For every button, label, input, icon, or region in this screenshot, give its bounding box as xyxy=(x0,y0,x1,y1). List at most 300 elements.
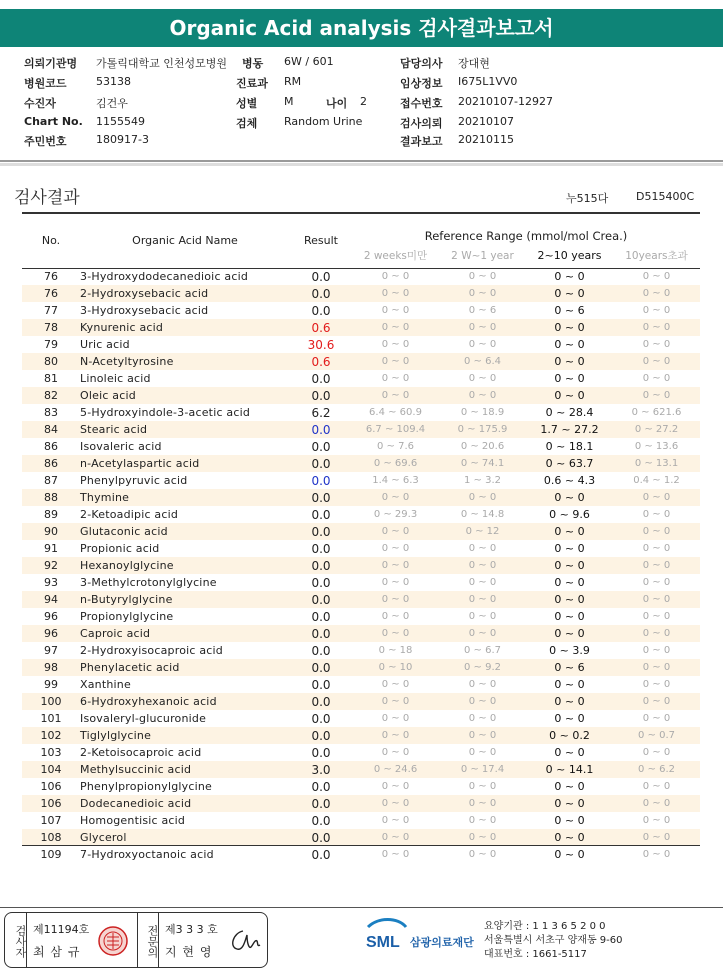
result-value: 0.0 xyxy=(311,541,331,556)
table-row xyxy=(22,506,700,523)
row-number: 98 xyxy=(22,659,80,676)
reference-range: 0 ~ 0 xyxy=(381,543,410,554)
acid-name: 2-Ketoisocaproic acid xyxy=(80,746,202,759)
info-label: 검사의뢰 xyxy=(400,117,443,130)
result-value: 0.0 xyxy=(311,779,331,794)
reference-range: 0 ~ 18.1 xyxy=(545,440,594,453)
reference-range: 0.6 ~ 4.3 xyxy=(543,474,596,487)
row-number: 92 xyxy=(22,557,80,574)
col-range-over10: 10years초과 xyxy=(625,250,688,262)
reference-range: 0 ~ 0 xyxy=(439,829,526,846)
row-number: 88 xyxy=(22,489,80,506)
reference-range: 0 ~ 0 xyxy=(352,625,439,642)
result-value: 30.6 xyxy=(307,337,335,352)
reference-range: 0 ~ 0 xyxy=(439,319,526,336)
table-row xyxy=(22,455,700,472)
row-number: 83 xyxy=(44,406,58,419)
reference-range: 0 ~ 0 xyxy=(526,795,613,812)
reference-range: 0 ~ 0 xyxy=(439,285,526,302)
reference-range: 0 ~ 0 xyxy=(381,271,410,283)
signature-box xyxy=(4,912,268,968)
info-label: 수진자 xyxy=(24,97,56,110)
reference-range: 0 ~ 0 xyxy=(381,611,410,622)
row-number: 89 xyxy=(44,508,58,521)
sml-logo-text: SML xyxy=(366,934,400,951)
acid-name: Tiglylglycine xyxy=(80,727,290,744)
info-value: I675L1VV0 xyxy=(458,75,518,88)
acid-name: 2-Hydroxysebacic acid xyxy=(80,285,290,302)
org-name: 삼광의료재단 xyxy=(410,936,474,949)
col-range-2weeks: 2 weeks미만 xyxy=(363,250,428,262)
reference-range: 0 ~ 0 xyxy=(554,814,585,827)
reference-range: 0 ~ 0 xyxy=(468,271,497,283)
report-code: 누515다 xyxy=(566,192,609,205)
reference-range: 0 ~ 0 xyxy=(352,387,439,404)
acid-name: Stearic acid xyxy=(80,421,290,438)
reference-range: 1.7 ~ 27.2 xyxy=(526,421,613,438)
reference-range: 0 ~ 0 xyxy=(642,509,671,520)
row-number: 76 xyxy=(44,270,58,284)
info-value: Random Urine xyxy=(284,115,363,128)
table-row xyxy=(22,727,700,744)
reference-range: 0 ~ 0 xyxy=(381,849,410,860)
row-number: 84 xyxy=(22,421,80,438)
acid-name: Glycerol xyxy=(80,829,290,846)
table-row xyxy=(22,693,700,710)
tester-label: 검사자 xyxy=(5,913,27,967)
reference-range: 0 ~ 0 xyxy=(526,387,613,404)
reference-range: 0 ~ 0 xyxy=(642,645,671,656)
reference-range: 0 ~ 0 xyxy=(381,815,410,826)
reference-range: 0 ~ 0 xyxy=(613,353,700,370)
row-number: 100 xyxy=(22,693,80,710)
result-value: 0.0 xyxy=(311,439,331,454)
result-value: 0.0 xyxy=(290,659,352,676)
reference-range: 0 ~ 0 xyxy=(526,285,613,302)
acid-name: Thymine xyxy=(80,489,290,506)
reference-range: 0 ~ 6 xyxy=(526,659,613,676)
acid-name: n-Acetylaspartic acid xyxy=(80,455,290,472)
info-value: 6W / 601 xyxy=(284,55,334,68)
reference-range: 0 ~ 0 xyxy=(352,489,439,506)
row-number: 91 xyxy=(44,542,58,555)
info-label: 임상정보 xyxy=(400,77,443,90)
confirmer-license: 제3 3 3 호 xyxy=(165,923,218,936)
row-number: 96 xyxy=(44,610,58,623)
table-top-rule xyxy=(22,212,700,214)
reference-range: 0 ~ 0 xyxy=(381,781,410,792)
result-value: 0.0 xyxy=(290,625,352,642)
reference-range: 0 ~ 14.1 xyxy=(526,761,613,778)
col-range-1year: 2 W~1 year xyxy=(451,249,514,262)
reference-range: 0 ~ 13.6 xyxy=(634,441,679,452)
result-value: 0.0 xyxy=(290,727,352,744)
row-number: 81 xyxy=(44,372,58,385)
col-no: No. xyxy=(41,234,61,247)
reference-range: 0 ~ 0 xyxy=(554,712,585,725)
result-value: 0.0 xyxy=(290,829,352,846)
age-value: 2 xyxy=(360,95,367,108)
reference-range: 0 ~ 0 xyxy=(439,795,526,812)
result-value: 0.0 xyxy=(311,371,331,386)
results-body xyxy=(22,268,700,863)
org-line: 서울특별시 서초구 양재동 9-60 xyxy=(484,935,623,946)
reference-range: 0 ~ 0 xyxy=(642,271,671,283)
table-row xyxy=(22,676,700,693)
info-label: 병동 xyxy=(242,57,264,70)
reference-range: 0 ~ 0 xyxy=(352,727,439,744)
reference-range: 0 ~ 0 xyxy=(613,795,700,812)
reference-range: 0 ~ 0 xyxy=(642,339,671,350)
table-row xyxy=(22,812,700,829)
reference-range: 0 ~ 0 xyxy=(554,338,585,351)
reference-range: 0 ~ 0 xyxy=(468,815,497,826)
reference-range: 0 ~ 6.7 xyxy=(463,645,501,656)
row-number: 108 xyxy=(22,829,80,846)
reference-range: 0 ~ 0 xyxy=(352,693,439,710)
reference-range: 0 ~ 0 xyxy=(642,849,671,860)
table-row xyxy=(22,540,700,557)
table-row xyxy=(22,778,700,795)
acid-name: 7-Hydroxyoctanoic acid xyxy=(80,848,214,861)
result-value: 0.0 xyxy=(290,387,352,404)
reference-range: 0 ~ 74.1 xyxy=(439,455,526,472)
col-reference-range: Reference Range (mmol/mol Crea.) xyxy=(424,229,628,243)
reference-range: 0 ~ 0.7 xyxy=(613,727,700,744)
reference-range: 0 ~ 0 xyxy=(352,557,439,574)
info-value: 180917-3 xyxy=(96,133,149,146)
row-number: 99 xyxy=(44,678,58,691)
reference-range: 0 ~ 0 xyxy=(642,781,671,792)
table-row xyxy=(22,591,700,608)
reference-range: 0 ~ 0 xyxy=(439,489,526,506)
reference-range: 0 ~ 0 xyxy=(468,849,497,860)
reference-range: 0 ~ 0 xyxy=(381,373,410,384)
row-number: 90 xyxy=(22,523,80,540)
reference-range: 0 ~ 0 xyxy=(352,319,439,336)
acid-name: 3-Hydroxysebacic acid xyxy=(80,304,209,317)
reference-range: 0 ~ 0 xyxy=(381,305,410,316)
acid-name: Phenylacetic acid xyxy=(80,659,290,676)
info-label: 진료과 xyxy=(236,77,268,90)
org-line: 대표번호 : 1661-5117 xyxy=(484,949,587,960)
acid-name: 2-Hydroxyisocaproic acid xyxy=(80,644,223,657)
reference-range: 0 ~ 0 xyxy=(352,285,439,302)
reference-range: 0 ~ 0 xyxy=(613,693,700,710)
row-number: 102 xyxy=(22,727,80,744)
reference-range: 0 ~ 18.9 xyxy=(460,407,505,418)
reference-range: 0 ~ 0 xyxy=(526,591,613,608)
row-number: 96 xyxy=(22,625,80,642)
reference-range: 0 ~ 0 xyxy=(468,679,497,690)
result-value: 0.6 xyxy=(290,319,352,336)
info-value: 김건우 xyxy=(96,97,128,110)
tester-name: 최 삼 규 xyxy=(33,945,81,959)
row-number: 86 xyxy=(44,440,58,453)
section-title: 검사결과 xyxy=(14,188,80,208)
reference-range: 0 ~ 28.4 xyxy=(545,406,594,419)
reference-range: 0 ~ 0 xyxy=(526,693,613,710)
table-row xyxy=(22,353,700,370)
reference-range: 0 ~ 0 xyxy=(554,542,585,555)
acid-name: Uric acid xyxy=(80,338,130,351)
reference-range: 0 ~ 0 xyxy=(613,387,700,404)
info-label: 접수번호 xyxy=(400,97,443,110)
row-number: 104 xyxy=(22,761,80,778)
reference-range: 0 ~ 0 xyxy=(554,372,585,385)
acid-name: Isovaleric acid xyxy=(80,440,162,453)
reference-range: 0 ~ 0 xyxy=(381,747,410,758)
reference-range: 1 ~ 3.2 xyxy=(463,475,501,486)
table-row xyxy=(22,574,700,591)
acid-name: 2-Ketoadipic acid xyxy=(80,508,179,521)
confirmer-name: 지 현 영 xyxy=(165,945,213,959)
result-value: 0.0 xyxy=(311,745,331,760)
result-value: 0.0 xyxy=(311,677,331,692)
info-value: 20210115 xyxy=(458,133,514,146)
reference-range: 0 ~ 0 xyxy=(613,591,700,608)
info-label: 의뢰기관명 xyxy=(24,57,78,70)
table-row xyxy=(22,761,700,778)
reference-range: 6.4 ~ 60.9 xyxy=(369,407,422,418)
report-code-2: D515400C xyxy=(636,190,695,203)
info-label: 검체 xyxy=(236,117,258,130)
table-row xyxy=(22,370,700,387)
result-value: 0.0 xyxy=(290,455,352,472)
acid-name: Methylsuccinic acid xyxy=(80,761,290,778)
reference-range: 0 ~ 0 xyxy=(352,829,439,846)
reference-range: 0 ~ 0 xyxy=(526,829,613,846)
reference-range: 0 ~ 9.2 xyxy=(439,659,526,676)
row-number: 93 xyxy=(44,576,58,589)
reference-range: 0 ~ 0 xyxy=(526,319,613,336)
reference-range: 0 ~ 10 xyxy=(352,659,439,676)
reference-range: 0 ~ 7.6 xyxy=(376,441,414,452)
row-number: 77 xyxy=(44,304,58,317)
table-row xyxy=(22,285,700,302)
info-label: 병원코드 xyxy=(24,77,67,90)
reference-range: 0 ~ 69.6 xyxy=(352,455,439,472)
row-number: 78 xyxy=(22,319,80,336)
reference-range: 0 ~ 0 xyxy=(642,373,671,384)
reference-range: 0 ~ 0 xyxy=(526,353,613,370)
reference-range: 0 ~ 0 xyxy=(352,591,439,608)
acid-name: 5-Hydroxyindole-3-acetic acid xyxy=(80,406,251,419)
reference-range: 0 ~ 0 xyxy=(468,339,497,350)
row-number: 103 xyxy=(40,746,62,759)
table-row xyxy=(22,744,700,761)
result-value: 0.0 xyxy=(290,557,352,574)
reference-range: 0 ~ 0 xyxy=(468,747,497,758)
reference-range: 0 ~ 0 xyxy=(642,679,671,690)
acid-name: 3-Methylcrotonylglycine xyxy=(80,576,217,589)
reference-range: 0 ~ 0 xyxy=(526,523,613,540)
reference-range: 0 ~ 63.7 xyxy=(526,455,613,472)
reference-range: 0 ~ 0 xyxy=(381,713,410,724)
reference-range: 0 ~ 9.6 xyxy=(549,508,590,521)
row-number: 94 xyxy=(22,591,80,608)
acid-name: N-Acetyltyrosine xyxy=(80,353,290,370)
table-row xyxy=(22,268,700,285)
reference-range: 0 ~ 29.3 xyxy=(373,509,418,520)
table-row xyxy=(22,846,700,863)
reference-range: 0 ~ 0 xyxy=(554,678,585,691)
result-value: 0.0 xyxy=(311,813,331,828)
reference-range: 0 ~ 0 xyxy=(381,577,410,588)
row-number: 86 xyxy=(22,455,80,472)
result-value: 0.0 xyxy=(311,303,331,318)
table-row xyxy=(22,336,700,353)
table-row xyxy=(22,302,700,319)
table-row xyxy=(22,659,700,676)
reference-range: 0 ~ 0 xyxy=(613,659,700,676)
reference-range: 0 ~ 0 xyxy=(468,543,497,554)
row-number: 76 xyxy=(22,285,80,302)
info-divider-shadow xyxy=(0,163,723,166)
reference-range: 0 ~ 13.1 xyxy=(613,455,700,472)
result-value: 0.0 xyxy=(311,507,331,522)
result-value: 0.0 xyxy=(290,795,352,812)
info-value: 20210107-12927 xyxy=(458,95,553,108)
table-row xyxy=(22,489,700,506)
reference-range: 0 ~ 0 xyxy=(642,543,671,554)
result-value: 0.6 xyxy=(290,353,352,370)
table-row xyxy=(22,642,700,659)
reference-range: 1.4 ~ 6.3 xyxy=(372,475,419,486)
reference-range: 0 ~ 6 xyxy=(554,304,585,317)
reference-range: 0 ~ 0 xyxy=(526,489,613,506)
result-value: 0.0 xyxy=(311,847,331,862)
info-label: Chart No. xyxy=(24,115,83,128)
col-range-10years: 2~10 years xyxy=(537,249,602,262)
reference-range: 6.7 ~ 109.4 xyxy=(352,421,439,438)
age-label: 나이 xyxy=(326,97,348,110)
reference-range: 0 ~ 0 xyxy=(642,747,671,758)
row-number: 109 xyxy=(40,848,62,861)
reference-range: 0 ~ 6.2 xyxy=(613,761,700,778)
reference-range: 0 ~ 0 xyxy=(642,305,671,316)
reference-range: 0 ~ 0 xyxy=(352,795,439,812)
seal-stamp-icon xyxy=(97,925,129,957)
org-contact xyxy=(484,920,623,962)
row-number: 106 xyxy=(40,780,62,793)
reference-range: 0 ~ 17.4 xyxy=(439,761,526,778)
results-table xyxy=(22,218,700,863)
result-value: 0.0 xyxy=(290,421,352,438)
reference-range: 0 ~ 0 xyxy=(642,577,671,588)
result-value: 0.0 xyxy=(290,285,352,302)
acid-name: Isovaleryl-glucuronide xyxy=(80,712,207,725)
reference-range: 0 ~ 0 xyxy=(439,625,526,642)
table-row xyxy=(22,438,700,455)
reference-range: 0 ~ 0 xyxy=(554,746,585,759)
reference-range: 0 ~ 0 xyxy=(642,611,671,622)
result-value: 3.0 xyxy=(290,761,352,778)
reference-range: 0 ~ 0 xyxy=(381,339,410,350)
reference-range: 0 ~ 27.2 xyxy=(613,421,700,438)
col-result: Result xyxy=(304,234,338,247)
reference-range: 0 ~ 0 xyxy=(439,591,526,608)
confirmer-label: 전문의 xyxy=(137,913,159,967)
row-number: 82 xyxy=(22,387,80,404)
reference-range: 0 ~ 0 xyxy=(554,270,585,284)
table-row xyxy=(22,829,700,846)
row-number: 106 xyxy=(22,795,80,812)
reference-range: 0.4 ~ 1.2 xyxy=(633,475,680,486)
row-number: 87 xyxy=(44,474,58,487)
reference-range: 0 ~ 0 xyxy=(439,727,526,744)
info-label: 담당의사 xyxy=(400,57,443,70)
acid-name: Hexanoylglycine xyxy=(80,557,290,574)
reference-range: 0 ~ 0 xyxy=(554,780,585,793)
row-number: 79 xyxy=(44,338,58,351)
reference-range: 0 ~ 0 xyxy=(613,625,700,642)
reference-range: 0 ~ 0 xyxy=(468,577,497,588)
reference-range: 0 ~ 621.6 xyxy=(631,407,682,418)
result-value: 0.0 xyxy=(311,643,331,658)
tester-license: 제11194호 xyxy=(33,923,90,936)
reference-range: 0 ~ 18 xyxy=(378,645,413,656)
reference-range: 0 ~ 0 xyxy=(613,285,700,302)
result-value: 0.0 xyxy=(311,609,331,624)
reference-range: 0 ~ 0 xyxy=(468,781,497,792)
result-value: 0.0 xyxy=(290,523,352,540)
col-name: Organic Acid Name xyxy=(132,234,238,247)
info-value: 1155549 xyxy=(96,115,145,128)
reference-range: 0 ~ 20.6 xyxy=(460,441,505,452)
info-value: 53138 xyxy=(96,75,131,88)
reference-range: 0 ~ 12 xyxy=(439,523,526,540)
reference-range: 0 ~ 0 xyxy=(554,610,585,623)
reference-range: 0 ~ 0 xyxy=(613,557,700,574)
acid-name: Dodecanedioic acid xyxy=(80,795,290,812)
sml-logo-icon xyxy=(364,917,408,951)
reference-range: 0 ~ 6.4 xyxy=(439,353,526,370)
result-value: 6.2 xyxy=(311,405,331,420)
table-row xyxy=(22,557,700,574)
acid-name: Propionylglycine xyxy=(80,610,174,623)
reference-range: 0 ~ 0 xyxy=(526,557,613,574)
reference-range: 0 ~ 0 xyxy=(468,611,497,622)
table-row xyxy=(22,795,700,812)
acid-name: Kynurenic acid xyxy=(80,319,290,336)
acid-name: Phenylpropionylglycine xyxy=(80,780,213,793)
reference-range: 0 ~ 24.6 xyxy=(352,761,439,778)
acid-name: Caproic acid xyxy=(80,625,290,642)
report-title: Organic Acid analysis 검사결과보고서 xyxy=(0,9,723,47)
reference-range: 0 ~ 0 xyxy=(381,679,410,690)
row-number: 80 xyxy=(22,353,80,370)
table-row xyxy=(22,710,700,727)
table-row xyxy=(22,387,700,404)
info-value: 20210107 xyxy=(458,115,514,128)
info-label: 성별 xyxy=(236,97,258,110)
result-value: 0.0 xyxy=(290,693,352,710)
table-row xyxy=(22,319,700,336)
acid-name: Oleic acid xyxy=(80,387,290,404)
acid-name: n-Butyrylglycine xyxy=(80,591,290,608)
reference-range: 0 ~ 0 xyxy=(352,523,439,540)
acid-name: Phenylpyruvic acid xyxy=(80,474,188,487)
result-value: 0.0 xyxy=(311,575,331,590)
result-value: 0.0 xyxy=(311,473,331,488)
info-label: 주민번호 xyxy=(24,135,67,148)
reference-range: 0 ~ 0 xyxy=(613,319,700,336)
info-divider xyxy=(0,160,723,162)
reference-range: 0 ~ 0 xyxy=(468,713,497,724)
reference-range: 0 ~ 0 xyxy=(468,373,497,384)
result-value: 0.0 xyxy=(311,269,331,284)
